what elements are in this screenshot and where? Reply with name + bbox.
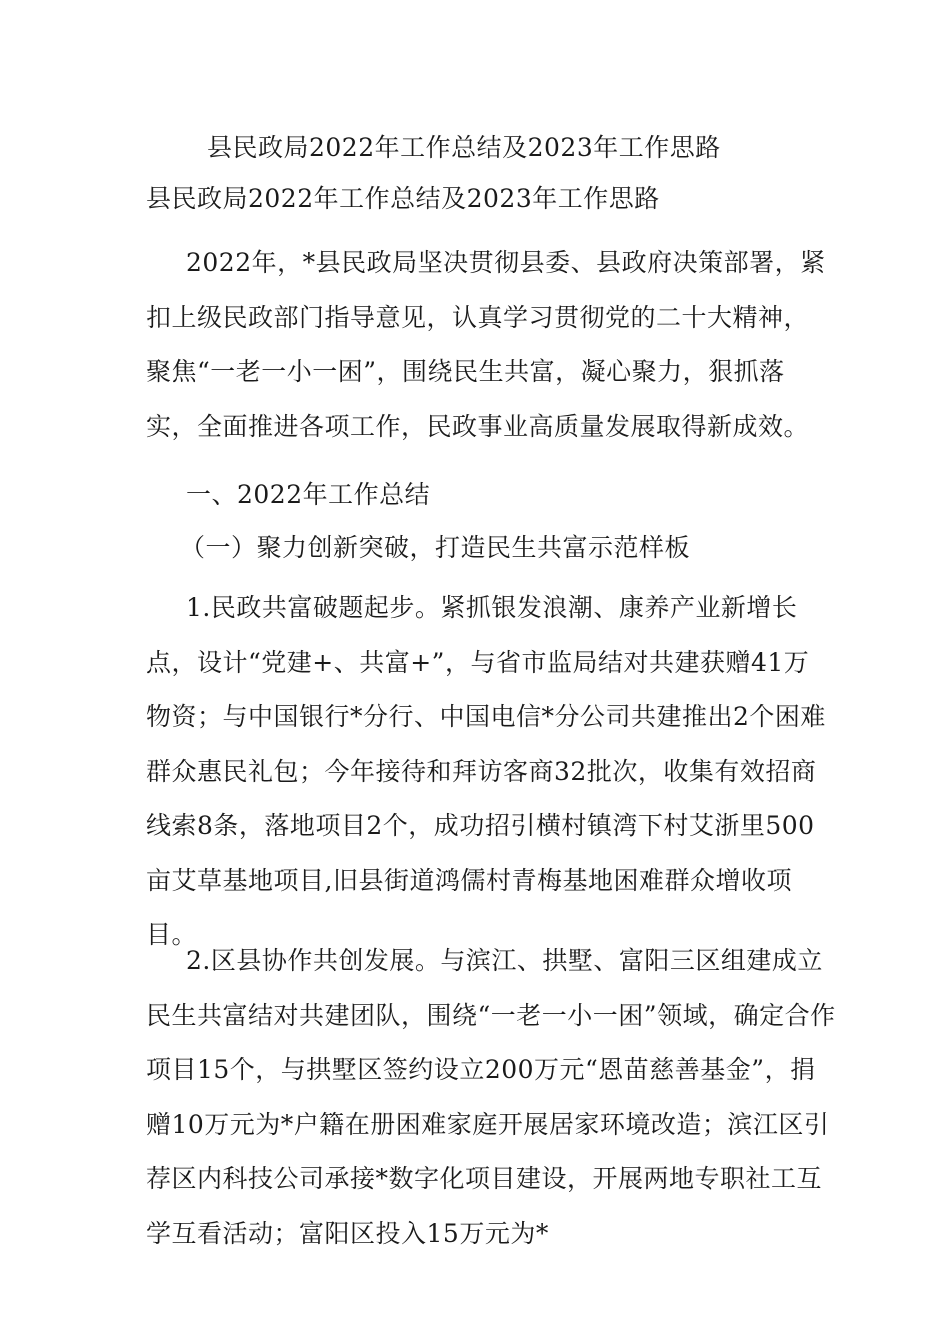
body-paragraph-1: 1.民政共富破题起步。紧抓银发浪潮、康养产业新增长点，设计“党建+、共富+”，与省市监局结对共建获赠41万物资；与中国银行*分行、中国电信*分公司共建推出2个困难群众惠民礼包；今年接待和拜访客商32批次，收集有效招商线索8条，落地项目2个，成功招引横村镇湾下村艾浙里500亩艾草基地项目,旧县街道鸿儒村青梅基地困难群众增收项目。: [146, 593, 826, 949]
body-paragraph-2: 2.区县协作共创发展。与滨江、拱墅、富阳三区组建成立民生共富结对共建团队，围绕“一老一小一困”领域，确定合作项目15个，与拱墅区签约设立200万元“恩苗慈善基金”，捐赠10万元为*户籍在册困难家庭开展居家环境改造；滨江区引荐区内科技公司承接*数字化项目建设，开展两地专职社工互学互看活动；富阳区投入15万元为*: [146, 946, 836, 1248]
intro-paragraph: 2022年，*县民政局坚决贯彻县委、县政府决策部署，紧扣上级民政部门指导意见，认真学习贯彻党的二十大精神，聚焦“一老一小一困”，围绕民生共富，凝心聚力，狠抓落实，全面推进各项工作，民政事业高质量发展取得新成效。: [146, 248, 826, 441]
document-title-centered: 县民政局2022年工作总结及2023年工作思路: [207, 133, 721, 162]
document-title: 县民政局2022年工作总结及2023年工作思路: [146, 184, 660, 213]
section-heading: 一、2022年工作总结: [186, 480, 431, 509]
subsection-heading: （一）聚力创新突破，打造民生共富示范样板: [180, 533, 691, 562]
